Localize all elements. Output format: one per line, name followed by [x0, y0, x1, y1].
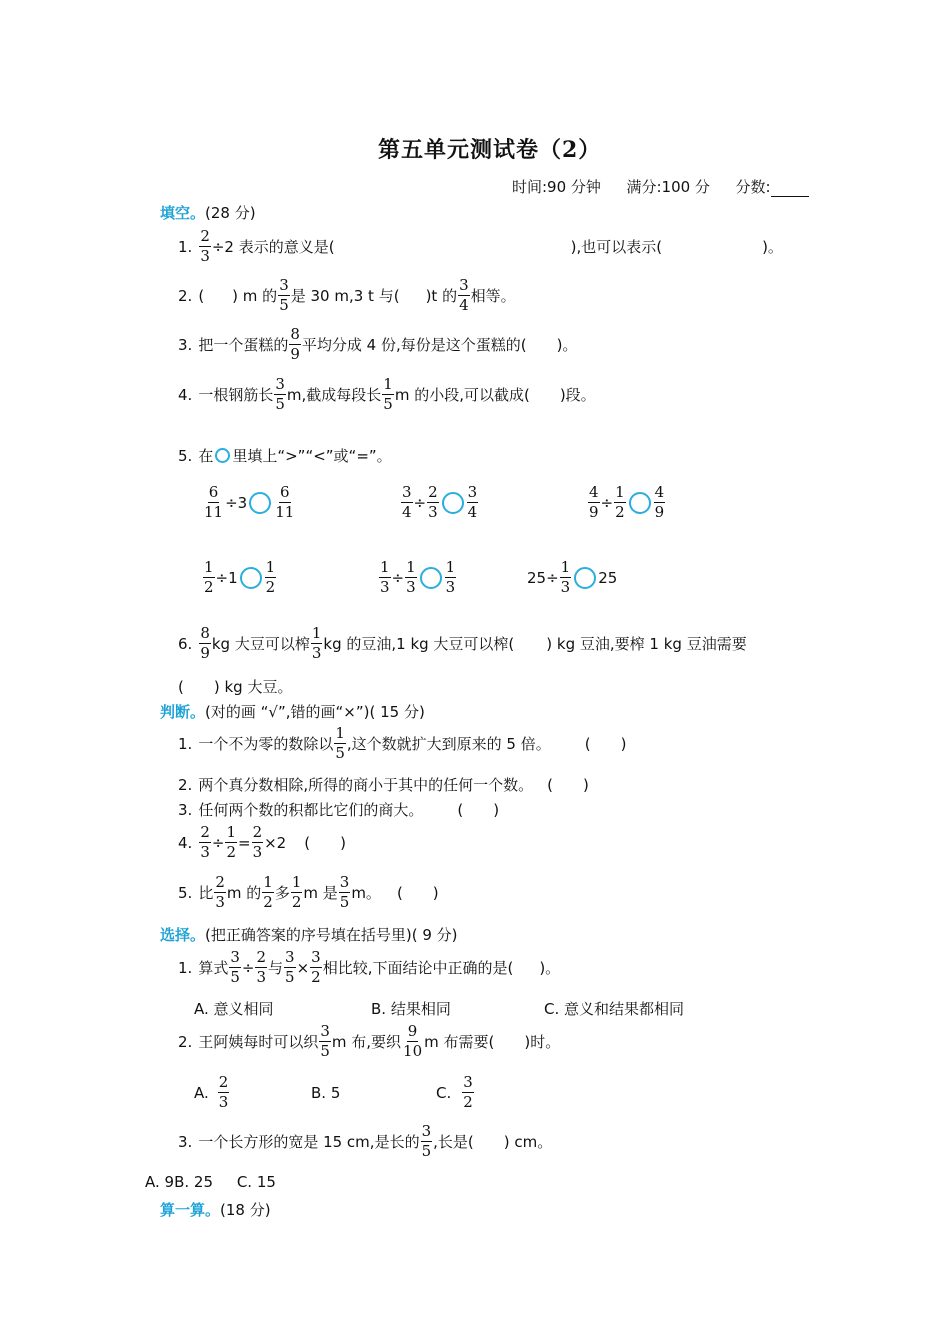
question-6 — [178, 626, 747, 661]
circle-icon — [215, 448, 230, 463]
fraction: $\frac{3}{5}$ — [279, 276, 289, 314]
question-text: ) m 的 — [232, 287, 278, 305]
question-text: m 布需要( — [424, 1033, 495, 1051]
choice-2 — [178, 1024, 560, 1059]
question-text: )时。 — [524, 1033, 561, 1051]
paren: ( — [304, 833, 311, 852]
question-text: ( — [198, 286, 205, 305]
fraction: $\frac{2}{3}$ — [200, 227, 210, 265]
question-text: 一个长方形的宽是 15 cm,是长的 — [198, 1133, 420, 1151]
section-title: 填空。 — [160, 204, 206, 222]
fraction: $\frac{1}{5}$ — [383, 375, 393, 413]
operator: = — [237, 833, 251, 852]
operator: ÷1 — [215, 568, 238, 587]
question-5 — [178, 445, 392, 466]
exam-meta — [512, 176, 809, 197]
question-text: m 的 — [226, 884, 262, 902]
question-text: )。 — [762, 238, 783, 256]
answer-circle[interactable] — [249, 492, 271, 514]
option-label: C. — [436, 1083, 452, 1102]
question-number: 2. — [178, 1032, 193, 1051]
question-text: 里填上“>”“<”或“=”。 — [232, 447, 392, 465]
question-text: )t 的 — [425, 287, 458, 305]
question-2 — [178, 278, 516, 313]
fraction: $\frac{1}{2}$ — [263, 873, 273, 911]
question-6-cont — [178, 676, 292, 697]
fraction: $\frac{3}{5}$ — [339, 873, 350, 911]
section-points: (28 分) — [205, 204, 256, 222]
page-title: 第五单元测试卷（2） — [378, 137, 602, 163]
operator: ÷ — [600, 493, 614, 512]
fraction: $\frac{2}{3}$ — [428, 483, 438, 521]
fraction: $\frac{8}{9}$ — [290, 325, 300, 363]
operator: ÷ — [211, 833, 225, 852]
answer-circle[interactable] — [574, 567, 596, 589]
question-number: 5. — [178, 446, 193, 465]
judge-2 — [178, 774, 589, 795]
section-choice — [160, 924, 458, 945]
fraction: $\frac{2}{3}$ — [215, 873, 225, 911]
question-number: 1. — [178, 237, 193, 256]
fraction: $\frac{1}{2}$ — [291, 873, 302, 911]
score-blank[interactable] — [771, 182, 809, 197]
choice-3 — [178, 1124, 552, 1159]
operator: ÷ — [241, 958, 255, 977]
question-number: 4. — [178, 833, 193, 852]
paren: ) — [432, 883, 439, 902]
question-text: 一个不为零的数除以 — [198, 735, 334, 753]
operator: ÷ — [413, 493, 427, 512]
section-calculate — [160, 1199, 271, 1220]
fraction: $\frac{1}{5}$ — [335, 724, 345, 762]
question-text: 比 — [198, 884, 214, 902]
question-text: m 的小段,可以截成( — [394, 386, 530, 404]
operator: ÷ — [391, 568, 405, 587]
paren: ) — [340, 833, 346, 852]
fraction: $\frac{1}{3}$ — [380, 558, 390, 596]
choice-option-b[interactable] — [311, 1084, 340, 1102]
section-points: (对的画 “√”,错的画“×”)( 15 分) — [205, 703, 425, 721]
choice-option-c[interactable] — [436, 1075, 475, 1110]
fraction: $\frac{4}{9}$ — [654, 483, 665, 521]
paren: ) — [493, 800, 500, 819]
paren: ( — [584, 734, 591, 753]
question-number: 3. — [178, 335, 193, 354]
question-4 — [178, 377, 596, 412]
question-number: 1. — [178, 958, 193, 977]
section-fill-blank — [160, 202, 256, 223]
question-number: 3. — [178, 1132, 193, 1151]
fraction: $\frac{3}{5}$ — [230, 948, 240, 986]
question-text: )段。 — [559, 386, 596, 404]
question-text: ,长是( — [433, 1133, 474, 1151]
compare-item — [202, 485, 296, 520]
question-number: 2. — [178, 286, 193, 305]
choice-option-a[interactable]: A. 意义相同 — [194, 1000, 274, 1018]
compare-item — [378, 560, 457, 595]
paren: ( — [547, 775, 553, 794]
paren: ( — [457, 800, 464, 819]
fraction: $\frac{2}{3}$ — [252, 823, 263, 861]
question-text: 算式 — [198, 959, 229, 977]
question-text: 在 — [198, 447, 214, 465]
question-text: ( — [178, 677, 184, 696]
question-text: )。 — [556, 336, 578, 354]
question-number: 6. — [178, 634, 193, 653]
question-text: m。 — [351, 884, 381, 902]
question-text: 任何两个数的积都比它们的商大。 — [198, 801, 424, 819]
question-text: ) cm。 — [503, 1133, 553, 1151]
fraction: $\frac{1}{3}$ — [560, 558, 571, 596]
choice-option-c[interactable]: C. 意义和结果都相同 — [544, 1000, 685, 1018]
question-text: kg 大豆可以榨 — [211, 635, 310, 653]
answer-circle[interactable] — [420, 567, 442, 589]
score-label: 分数: — [735, 178, 771, 196]
question-text: 两个真分数相除,所得的商小于其中的任何一个数。 — [198, 776, 534, 794]
fraction: $\frac{1}{3}$ — [445, 558, 456, 596]
fraction: $\frac{3}{5}$ — [320, 1022, 330, 1060]
compare-item — [400, 485, 479, 520]
question-1 — [178, 229, 783, 264]
choice-3-options[interactable]: A. 9B. 25 C. 15 — [145, 1173, 276, 1191]
question-text: 一根钢筋长 — [198, 386, 274, 404]
fraction: $\frac{3}{4}$ — [459, 276, 469, 314]
question-text: ÷2 表示的意义是( — [211, 238, 335, 256]
question-text: ) kg 豆油,要榨 1 kg 豆油需要 — [546, 635, 747, 653]
fraction: $\frac{3}{5}$ — [421, 1122, 432, 1160]
fraction: $\frac{3}{4}$ — [467, 483, 478, 521]
operator: × — [296, 958, 310, 977]
choice-option-a[interactable] — [194, 1075, 230, 1110]
compare-item — [202, 560, 277, 595]
question-text: ),也可以表示( — [570, 238, 663, 256]
fraction: $\frac{2}{3}$ — [200, 823, 210, 861]
full-score: 满分:100 分 — [626, 178, 710, 196]
question-text: 多 — [274, 884, 290, 902]
choice-1 — [178, 950, 560, 985]
question-text: )。 — [539, 959, 561, 977]
section-judge — [160, 701, 425, 722]
fraction: $\frac{1}{2}$ — [265, 558, 276, 596]
question-text: 王阿姨每时可以织 — [198, 1033, 319, 1051]
judge-5 — [178, 875, 439, 910]
fraction: $\frac{1}{2}$ — [615, 483, 625, 521]
question-text: m 布,要织 — [331, 1033, 402, 1051]
fraction: $\frac{1}{3}$ — [406, 558, 416, 596]
question-3 — [178, 327, 577, 362]
fraction: $\frac{3}{5}$ — [285, 948, 295, 986]
fraction: $\frac{6}{11}$ — [275, 483, 295, 521]
operator: ÷3 — [225, 493, 248, 512]
section-title: 算一算。 — [160, 1201, 221, 1219]
fraction: $\frac{6}{11}$ — [204, 483, 224, 521]
question-number: 2. — [178, 775, 193, 794]
paren: ) — [582, 775, 589, 794]
operator: ×2 — [264, 833, 287, 852]
section-points: (把正确答案的序号填在括号里)( 9 分) — [205, 926, 458, 944]
question-text: m 是 — [303, 884, 338, 902]
judge-3 — [178, 799, 499, 820]
fraction: $\frac{3}{2}$ — [311, 948, 321, 986]
question-number: 3. — [178, 800, 193, 819]
judge-4 — [178, 825, 346, 860]
fraction: $\frac{4}{9}$ — [589, 483, 599, 521]
section-points: (18 分) — [220, 1201, 271, 1219]
operand: 25 — [598, 568, 618, 587]
fraction: $\frac{3}{4}$ — [402, 483, 412, 521]
question-text: 与 — [268, 959, 284, 977]
fraction: $\frac{3}{5}$ — [275, 375, 285, 413]
fraction: $\frac{1}{2}$ — [226, 823, 236, 861]
question-text: ) kg 大豆。 — [213, 678, 293, 696]
question-number: 4. — [178, 385, 193, 404]
question-text: 相比较,下面结论中正确的是( — [322, 959, 514, 977]
paren: ( — [396, 883, 403, 902]
question-text: m,截成每段长 — [286, 386, 382, 404]
fraction: $\frac{8}{9}$ — [200, 624, 210, 662]
compare-item — [527, 560, 617, 595]
compare-item — [587, 485, 666, 520]
fraction: $\frac{2}{3}$ — [256, 948, 266, 986]
fraction: $\frac{3}{2}$ — [463, 1073, 473, 1111]
section-title: 选择。 — [160, 926, 206, 944]
fraction: $\frac{1}{2}$ — [204, 558, 214, 596]
question-text: ,这个数就扩大到原来的 5 倍。 — [346, 735, 551, 753]
judge-1 — [178, 726, 626, 761]
fraction: $\frac{9}{10}$ — [403, 1022, 423, 1060]
question-text: 把一个蛋糕的 — [198, 336, 289, 354]
question-text: kg 的豆油,1 kg 大豆可以榨( — [323, 635, 515, 653]
paren: ) — [620, 734, 627, 753]
question-text: 是 30 m,3 t 与( — [290, 287, 400, 305]
answer-circle[interactable] — [629, 492, 651, 514]
time-limit: 时间:90 分钟 — [512, 178, 601, 196]
answer-circle[interactable] — [442, 492, 464, 514]
question-number: 1. — [178, 734, 193, 753]
section-title: 判断。 — [160, 703, 206, 721]
question-text: 相等。 — [470, 287, 516, 305]
option-label: B. 5 — [311, 1084, 341, 1102]
choice-option-b[interactable]: B. 结果相同 — [371, 1000, 451, 1018]
operator: 25÷ — [527, 568, 559, 587]
answer-circle[interactable] — [240, 567, 262, 589]
fraction: $\frac{2}{3}$ — [218, 1073, 229, 1111]
option-label: A. — [194, 1083, 209, 1102]
fraction: $\frac{1}{3}$ — [311, 624, 322, 662]
question-text: 平均分成 4 份,每份是这个蛋糕的( — [301, 336, 527, 354]
question-number: 5. — [178, 883, 193, 902]
